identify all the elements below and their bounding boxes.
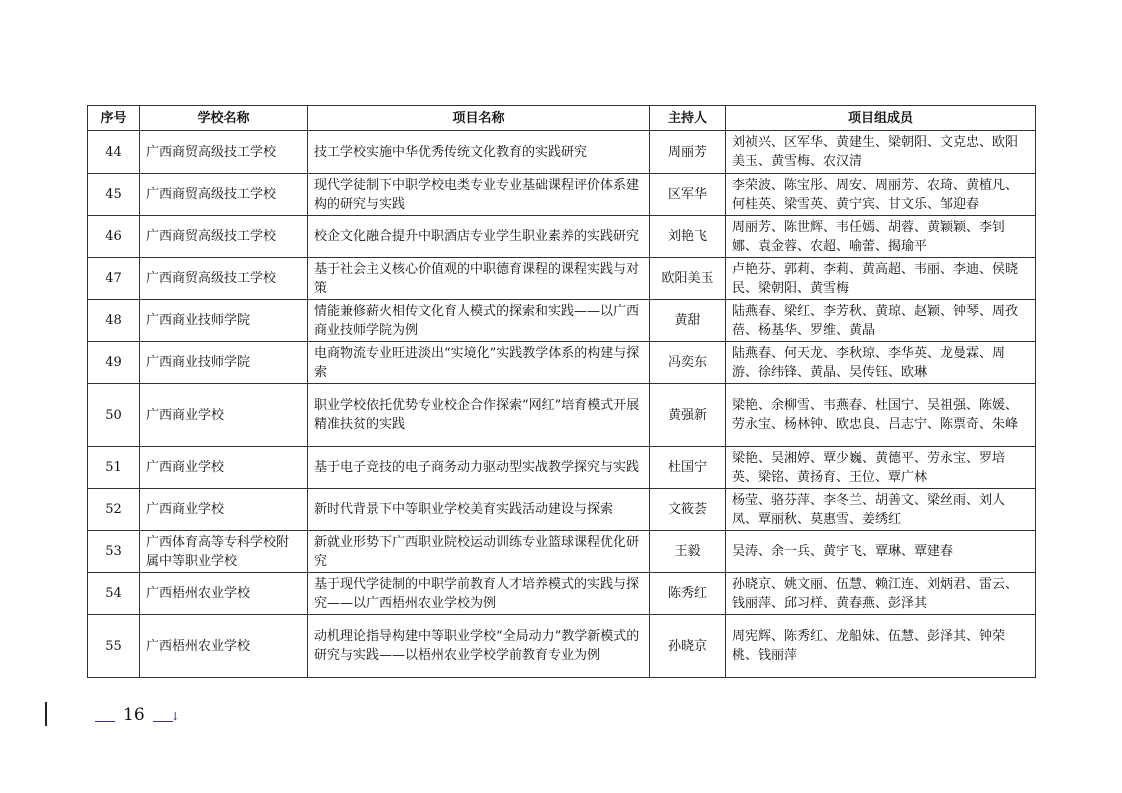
row-host: 黄强新 (650, 384, 726, 447)
row-project: 动机理论指导构建中等职业学校“全局动力”教学新模式的研究与实践——以梧州农业学校学前教育专业为例 (308, 615, 650, 678)
row-no: 48 (88, 300, 140, 342)
table-row (88, 531, 1036, 573)
row-members: 吴涛、余一兵、黄宇飞、覃琳、覃建春 (726, 531, 1036, 573)
header-school: 学校名称 (140, 106, 308, 131)
table-row (88, 258, 1036, 300)
row-project: 基于电子竞技的电子商务动力驱动型实战教学探究与实践 (308, 447, 650, 489)
table-row (88, 216, 1036, 258)
row-host: 周丽芳 (650, 131, 726, 174)
margin-mark (45, 702, 47, 726)
table-row (88, 131, 1036, 174)
page-footer (95, 704, 180, 726)
row-no: 55 (88, 615, 140, 678)
row-no: 52 (88, 489, 140, 531)
row-host: 冯奕东 (650, 342, 726, 384)
row-host: 杜国宁 (650, 447, 726, 489)
row-host: 区军华 (650, 174, 726, 216)
row-project: 职业学校依托优势专业校企合作探索“网红”培育模式开展精准扶贫的实践 (308, 384, 650, 447)
row-members: 周宪辉、陈秀红、龙船妹、伍慧、彭泽其、钟荣桃、钱丽萍 (726, 615, 1036, 678)
row-school: 广西商业学校 (140, 447, 308, 489)
row-members: 周丽芳、陈世辉、韦任嫣、胡蓉、黄颖颖、李钊娜、袁金蓉、农超、喻蕾、揭瑜平 (726, 216, 1036, 258)
row-project: 新时代背景下中等职业学校美育实践活动建设与探索 (308, 489, 650, 531)
row-no: 47 (88, 258, 140, 300)
row-project: 情能兼修薪火相传文化育人模式的探索和实践——以广西商业技师学院为例 (308, 300, 650, 342)
row-members: 梁艳、余柳雪、韦燕春、杜国宁、吴祖强、陈媛、劳永宝、杨林钟、欧忠良、吕志宁、陈票奇、朱峰 (726, 384, 1036, 447)
row-school: 广西商业技师学院 (140, 342, 308, 384)
row-host: 刘艳飞 (650, 216, 726, 258)
table-row (88, 489, 1036, 531)
row-project: 基于现代学徒制的中职学前教育人才培养模式的实践与探究——以广西梧州农业学校为例 (308, 573, 650, 615)
table-row (88, 573, 1036, 615)
row-school: 广西体育高等专科学校附属中等职业学校 (140, 531, 308, 573)
project-list-table (87, 105, 1036, 678)
table-row (88, 342, 1036, 384)
row-host: 王毅 (650, 531, 726, 573)
row-host: 孙晓京 (650, 615, 726, 678)
paragraph-mark-icon: ↓ (170, 710, 180, 723)
table-row (88, 174, 1036, 216)
row-host: 陈秀红 (650, 573, 726, 615)
header-no: 序号 (88, 106, 140, 131)
row-host: 欧阳美玉 (650, 258, 726, 300)
header-members: 项目组成员 (726, 106, 1036, 131)
row-school: 广西商贸高级技工学校 (140, 258, 308, 300)
header-project: 项目名称 (308, 106, 650, 131)
row-host: 文筱荟 (650, 489, 726, 531)
footer-dash-right (153, 709, 173, 722)
row-school: 广西商业学校 (140, 384, 308, 447)
row-school: 广西商贸高级技工学校 (140, 216, 308, 258)
row-school: 广西商业学校 (140, 489, 308, 531)
row-school: 广西商贸高级技工学校 (140, 174, 308, 216)
row-members: 陆燕春、梁红、李芳秋、黄琼、赵颖、钟琴、周孜蓓、杨基华、罗维、黄晶 (726, 300, 1036, 342)
row-project: 技工学校实施中华优秀传统文化教育的实践研究 (308, 131, 650, 174)
row-members: 卢艳芬、郭莉、李莉、黄高超、韦丽、李迪、侯晓民、梁朝阳、黄雪梅 (726, 258, 1036, 300)
row-school: 广西商贸高级技工学校 (140, 131, 308, 174)
row-no: 53 (88, 531, 140, 573)
row-members: 刘祯兴、区军华、黄建生、梁朝阳、文克忠、欧阳美玉、黄雪梅、农汉清 (726, 131, 1036, 174)
row-project: 新就业形势下广西职业院校运动训练专业篮球课程优化研究 (308, 531, 650, 573)
row-no: 50 (88, 384, 140, 447)
row-no: 54 (88, 573, 140, 615)
row-project: 现代学徒制下中职学校电类专业专业基础课程评价体系建构的研究与实践 (308, 174, 650, 216)
table-row (88, 300, 1036, 342)
table-row (88, 615, 1036, 678)
row-no: 51 (88, 447, 140, 489)
row-no: 44 (88, 131, 140, 174)
row-project: 电商物流专业旺进淡出“实境化”实践教学体系的构建与探索 (308, 342, 650, 384)
header-host: 主持人 (650, 106, 726, 131)
row-host: 黄甜 (650, 300, 726, 342)
row-members: 杨莹、骆芬萍、李冬兰、胡善文、梁丝雨、刘人凤、覃丽秋、莫惠雪、姜绣红 (726, 489, 1036, 531)
row-no: 49 (88, 342, 140, 384)
row-school: 广西商业技师学院 (140, 300, 308, 342)
row-members: 梁艳、吴湘婷、覃少巍、黄德平、劳永宝、罗培英、梁铭、黄扬育、王位、覃广林 (726, 447, 1036, 489)
row-project: 校企文化融合提升中职酒店专业学生职业素养的实践研究 (308, 216, 650, 258)
row-members: 陆燕春、何天龙、李秋琼、李华英、龙曼霖、周游、徐纬锋、黄晶、吴传钰、欧琳 (726, 342, 1036, 384)
row-school: 广西梧州农业学校 (140, 615, 308, 678)
page-number: 16 (123, 705, 145, 725)
row-school: 广西梧州农业学校 (140, 573, 308, 615)
table-header-row (88, 106, 1036, 131)
table-row (88, 447, 1036, 489)
footer-dash-left (95, 709, 115, 722)
row-members: 孙晓京、姚文丽、伍慧、赖江连、刘炳君、雷云、钱丽萍、邱习样、黄春燕、彭泽其 (726, 573, 1036, 615)
row-no: 45 (88, 174, 140, 216)
row-no: 46 (88, 216, 140, 258)
row-project: 基于社会主义核心价值观的中职德育课程的课程实践与对策 (308, 258, 650, 300)
table-row (88, 384, 1036, 447)
row-members: 李荣波、陈宝彤、周安、周丽芳、农琦、黄植凡、何桂英、梁雪英、黄宁宾、甘文乐、邹迎春 (726, 174, 1036, 216)
